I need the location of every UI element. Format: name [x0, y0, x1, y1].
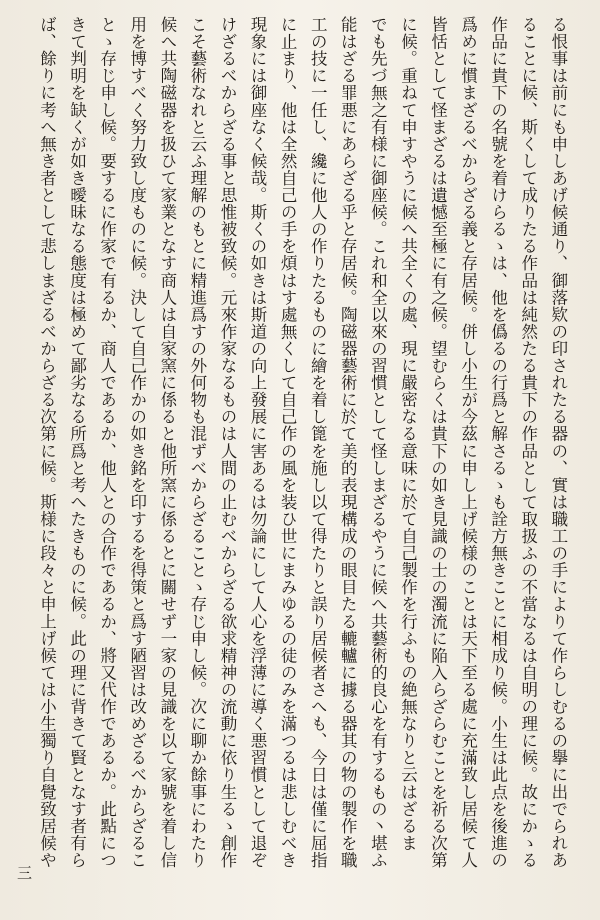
text-column: 用を博すべく努力致し度ものに候。決して自己作かの如き銘を印するを得策と爲す陋習は改めざるべからざるこ	[127, 16, 147, 869]
text-column: ば、餘りに考へ無き者として悲しまざるべからざる次第に候。斯様に段々と申上げ候ては小生獨り自覺致居候や	[37, 16, 57, 869]
text-column: に候。重ねて申すやうに候へ共全くの處、現に嚴密なる意味に於て自己製作を行ふもの絶無なりと云はざるま	[398, 16, 418, 852]
text-column: でも先づ無之有様に御座候。これ和全以來の習慣として怪しまざるやうに候へ共藝術的良心を有するもの丶堪ふ	[368, 16, 388, 869]
text-column: 能はざる罪悪にあらざる乎と存居候。陶磁器藝術に於て美的表現構成の眼目たる轆轤に據る器其の物の製作を職	[338, 16, 358, 869]
text-column: 爲めに慣まざるべからざる義と存居候。併し小生が今茲に申し上げ候様のことは天下至る處に充滿致し居候て人	[458, 16, 478, 869]
text-column: ることに候、斯くして成りたる作品は純然たる貴下の作品として取扱ふの不當なるは自明の理に候。故にかゝる	[518, 16, 538, 869]
text-column: 作品に貴下の名號を着けらるゝは、他を僞るの行爲と解さるゝも詮方無きことに相成り候。小生は此点を後進の	[488, 16, 508, 869]
vertical-text-body	[38, 16, 566, 876]
text-column: けざるべからざる事と思惟被致候。元來作家なるものは人間の止むべからざる欲求精神の流動に依り生るゝ創作	[217, 16, 237, 869]
text-column: 候へ共陶磁器を扱ひて家業となす商人は自家窯に係ると他所窯に係るとに關せず一家の見識を以て家號を着し信	[157, 16, 177, 869]
page-number: 三	[15, 865, 33, 880]
text-column: とゝ存じ申し候。要するに作家で有るか、商人であるか、他人との合作であるか、將又代作であるか。此點につ	[97, 16, 117, 869]
text-column: 工の技に一任し、纔に他人の作りたるものに繪を着し篦を施し以て得たりと誤り居候者さへも、今日は僅に屈指	[308, 16, 328, 869]
text-column: こそ藝術なれと云ふ理解のもとに精進爲すの外何物も混ずべからざることゝ存じ申し候。次に聊か餘事にわたり	[187, 16, 207, 869]
text-column: 現象には御座なく候哉。斯くの如きは斯道の向上發展に害あるは勿論にして人心を浮薄に導く悪習慣として退ぞ	[248, 16, 268, 869]
text-column: に止まり、他は全然自己の手を煩はす處無くして自己作の風を装ひ世にまみゆるの徒のみを滿つるは悲しむべき	[278, 16, 298, 869]
text-column: る恨事は前にも申しあげ候通り、御落欵の印されたる器の、實は職工の手によりて作らしむるの擧に出でられあ	[548, 16, 568, 869]
text-column: 皆恬として怪まざるは遺憾至極に有之候。望むらくは貴下の如き見識の士の濁流に陥入らざらむことを祈る次第	[428, 16, 448, 869]
text-column: きて判明を缺くが如き曖昧なる態度は極めて鄙劣なる所爲と考へたきものに候。此の理に背きて賢となす者有ら	[67, 16, 87, 869]
